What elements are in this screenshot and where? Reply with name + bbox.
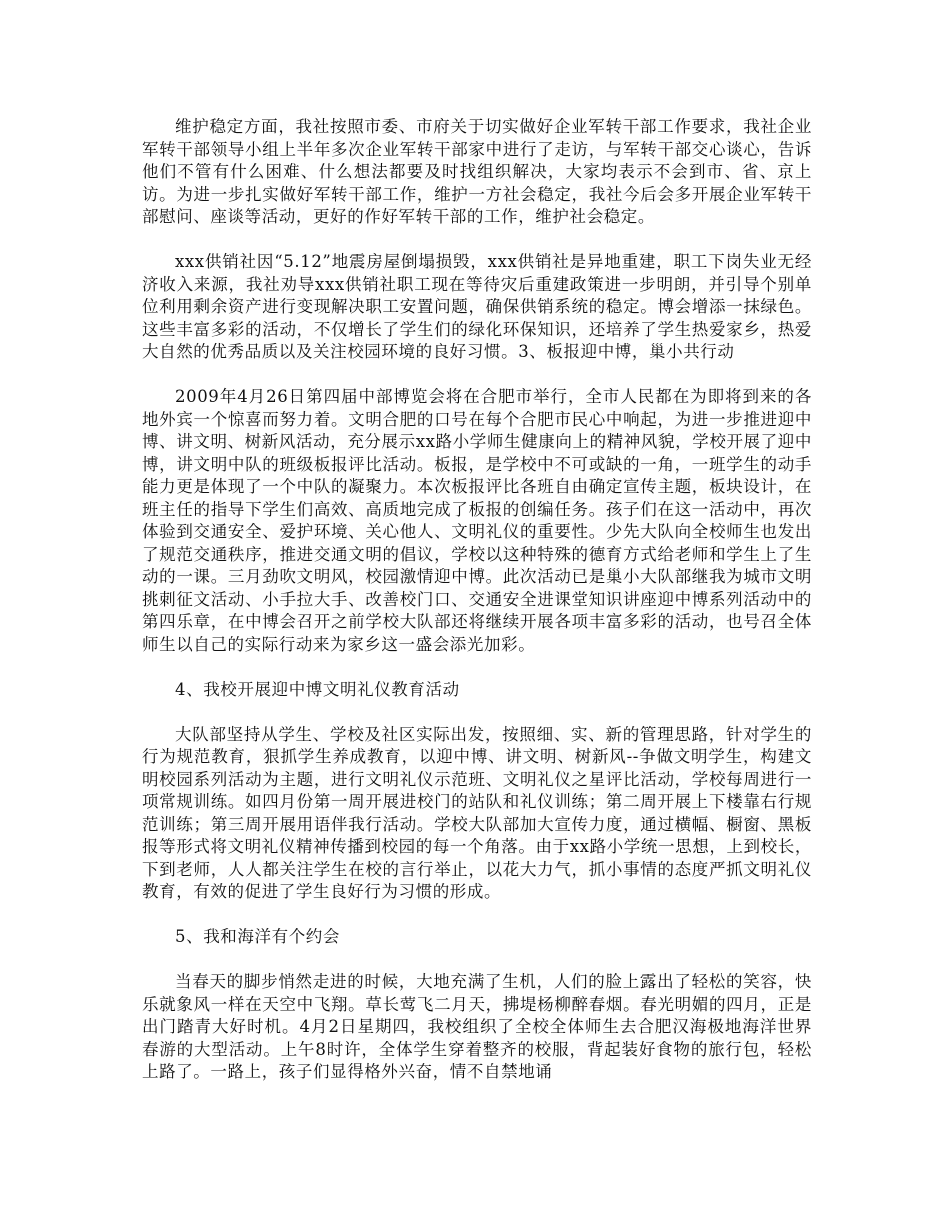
paragraph-gap (142, 364, 812, 387)
section-heading-5: 5、我和海洋有个约会 (175, 927, 340, 946)
paragraph-ocean-trip: 当春天的脚步悄然走进的时候，大地充满了生机，人们的脸上露出了轻松的笑容，快乐就象风一样在天空中飞翔。草长莺飞二月天，拂堤杨柳醉春烟。春光明媚的四月，正是出门踏青大好时机。4月2日星期四，我校组织了全校全体师生去合肥汉海极地海洋世界春游的大型活动。上午8时许，全体学生穿着整齐的校服，背起装好食物的旅行包，轻松上路了。一路上，孩子们显得格外兴奋，情不自禁地诵 (142, 972, 812, 1081)
paragraph-gap (142, 656, 812, 679)
paragraph-etiquette: 大队部坚持从学生、学校及社区实际出发，按照细、实、新的管理思路，针对学生的行为规范教育，狠抓学生养成教育，以迎中博、讲文明、树新风--争做文明学生，构建文明校园系列活动为主题，进行文明礼仪示范班、文明礼仪之星评比活动，学校每周进行一项常规训练。如四月份第一周开展进校门的站队和礼仪训练；第二周开展上下楼靠右行规范训练；第三周开展用语伴我行活动。学校大队部加大宣传力度，通过横幅、橱窗、黑板报等形式将文明礼仪精神传播到校园的每一个角落。由于xx路小学统一思想，上到校长，下到老师，人人都关注学生在校的言行举止，以花大力气，抓小事情的态度严抓文明礼仪教育，有效的促进了学生良好行为习惯的形成。 (142, 724, 812, 901)
paragraph-gap (142, 949, 812, 972)
paragraph-gap (142, 701, 812, 724)
paragraph-supply-coop: xxx供销社因“5.12”地震房屋倒塌损毁，xxx供销社是异地重建，职工下岗失业无经济收入来源，我社劝导xxx供销社职工现在等待灾后重建政策进一步明朗，并引导个别单位利用剩余资产进行变现解决职工安置问题，确保供销系统的稳定。博会增添一抹绿色。这些丰富多彩的活动，不仅增长了学生们的绿化环保知识，还培养了学生热爱家乡，热爱大自然的优秀品质以及关注校园环境的良好习惯。3、板报迎中博，巢小共行动 (142, 252, 812, 361)
document-page (142, 116, 812, 1084)
paragraph-gap (142, 904, 812, 927)
paragraph-stability: 维护稳定方面，我社按照市委、市府关于切实做好企业军转干部工作要求，我社企业军转干部领导小组上半年多次企业军转干部家中进行了走访，与军转干部交心谈心，告诉他们不管有什么困难、什么想法都要及时找组织解决，大家均表示不会到市、省、京上访。为进一步扎实做好军转干部工作，维护一方社会稳定，我社今后会多开展企业军转干部慰问、座谈等活动，更好的作好军转干部的工作，维护社会稳定。 (142, 117, 812, 226)
paragraph-expo-board: 2009年4月26日第四届中部博览会将在合肥市举行，全市人民都在为即将到来的各地外宾一个惊喜而努力着。文明合肥的口号在每个合肥市民心中响起，为进一步推进迎中博、讲文明、树新风活动，充分展示xx路小学师生健康向上的精神风貌，学校开展了迎中博，讲文明中队的班级板报评比活动。板报，是学校中不可或缺的一角，一班学生的动手能力更是体现了一个中队的凝聚力。本次板报评比各班自由确定宣传主题，板块设计，在班主任的指导下学生们高效、高质地完成了板报的创编任务。孩子们在这一活动中，再次体验到交通安全、爱护环境、关心他人、文明礼仪的重要性。少先大队向全校师生也发出了规范交通秩序，推进交通文明的倡议，学校以这种特殊的德育方式给老师和学生上了生动的一课。三月劲吹文明风，校园激情迎中博。此次活动已是巢小大队部继我为城市文明挑刺征文活动、小手拉大手、改善校门口、交通安全进课堂知识讲座迎中博系列活动中的第四乐章，在中博会召开之前学校大队部还将继续开展各项丰富多彩的活动，也号召全体师生以自己的实际行动来为家乡这一盛会添光加彩。 (142, 387, 812, 654)
paragraph-gap (142, 229, 812, 252)
section-heading-4: 4、我校开展迎中博文明礼仪教育活动 (175, 679, 460, 699)
